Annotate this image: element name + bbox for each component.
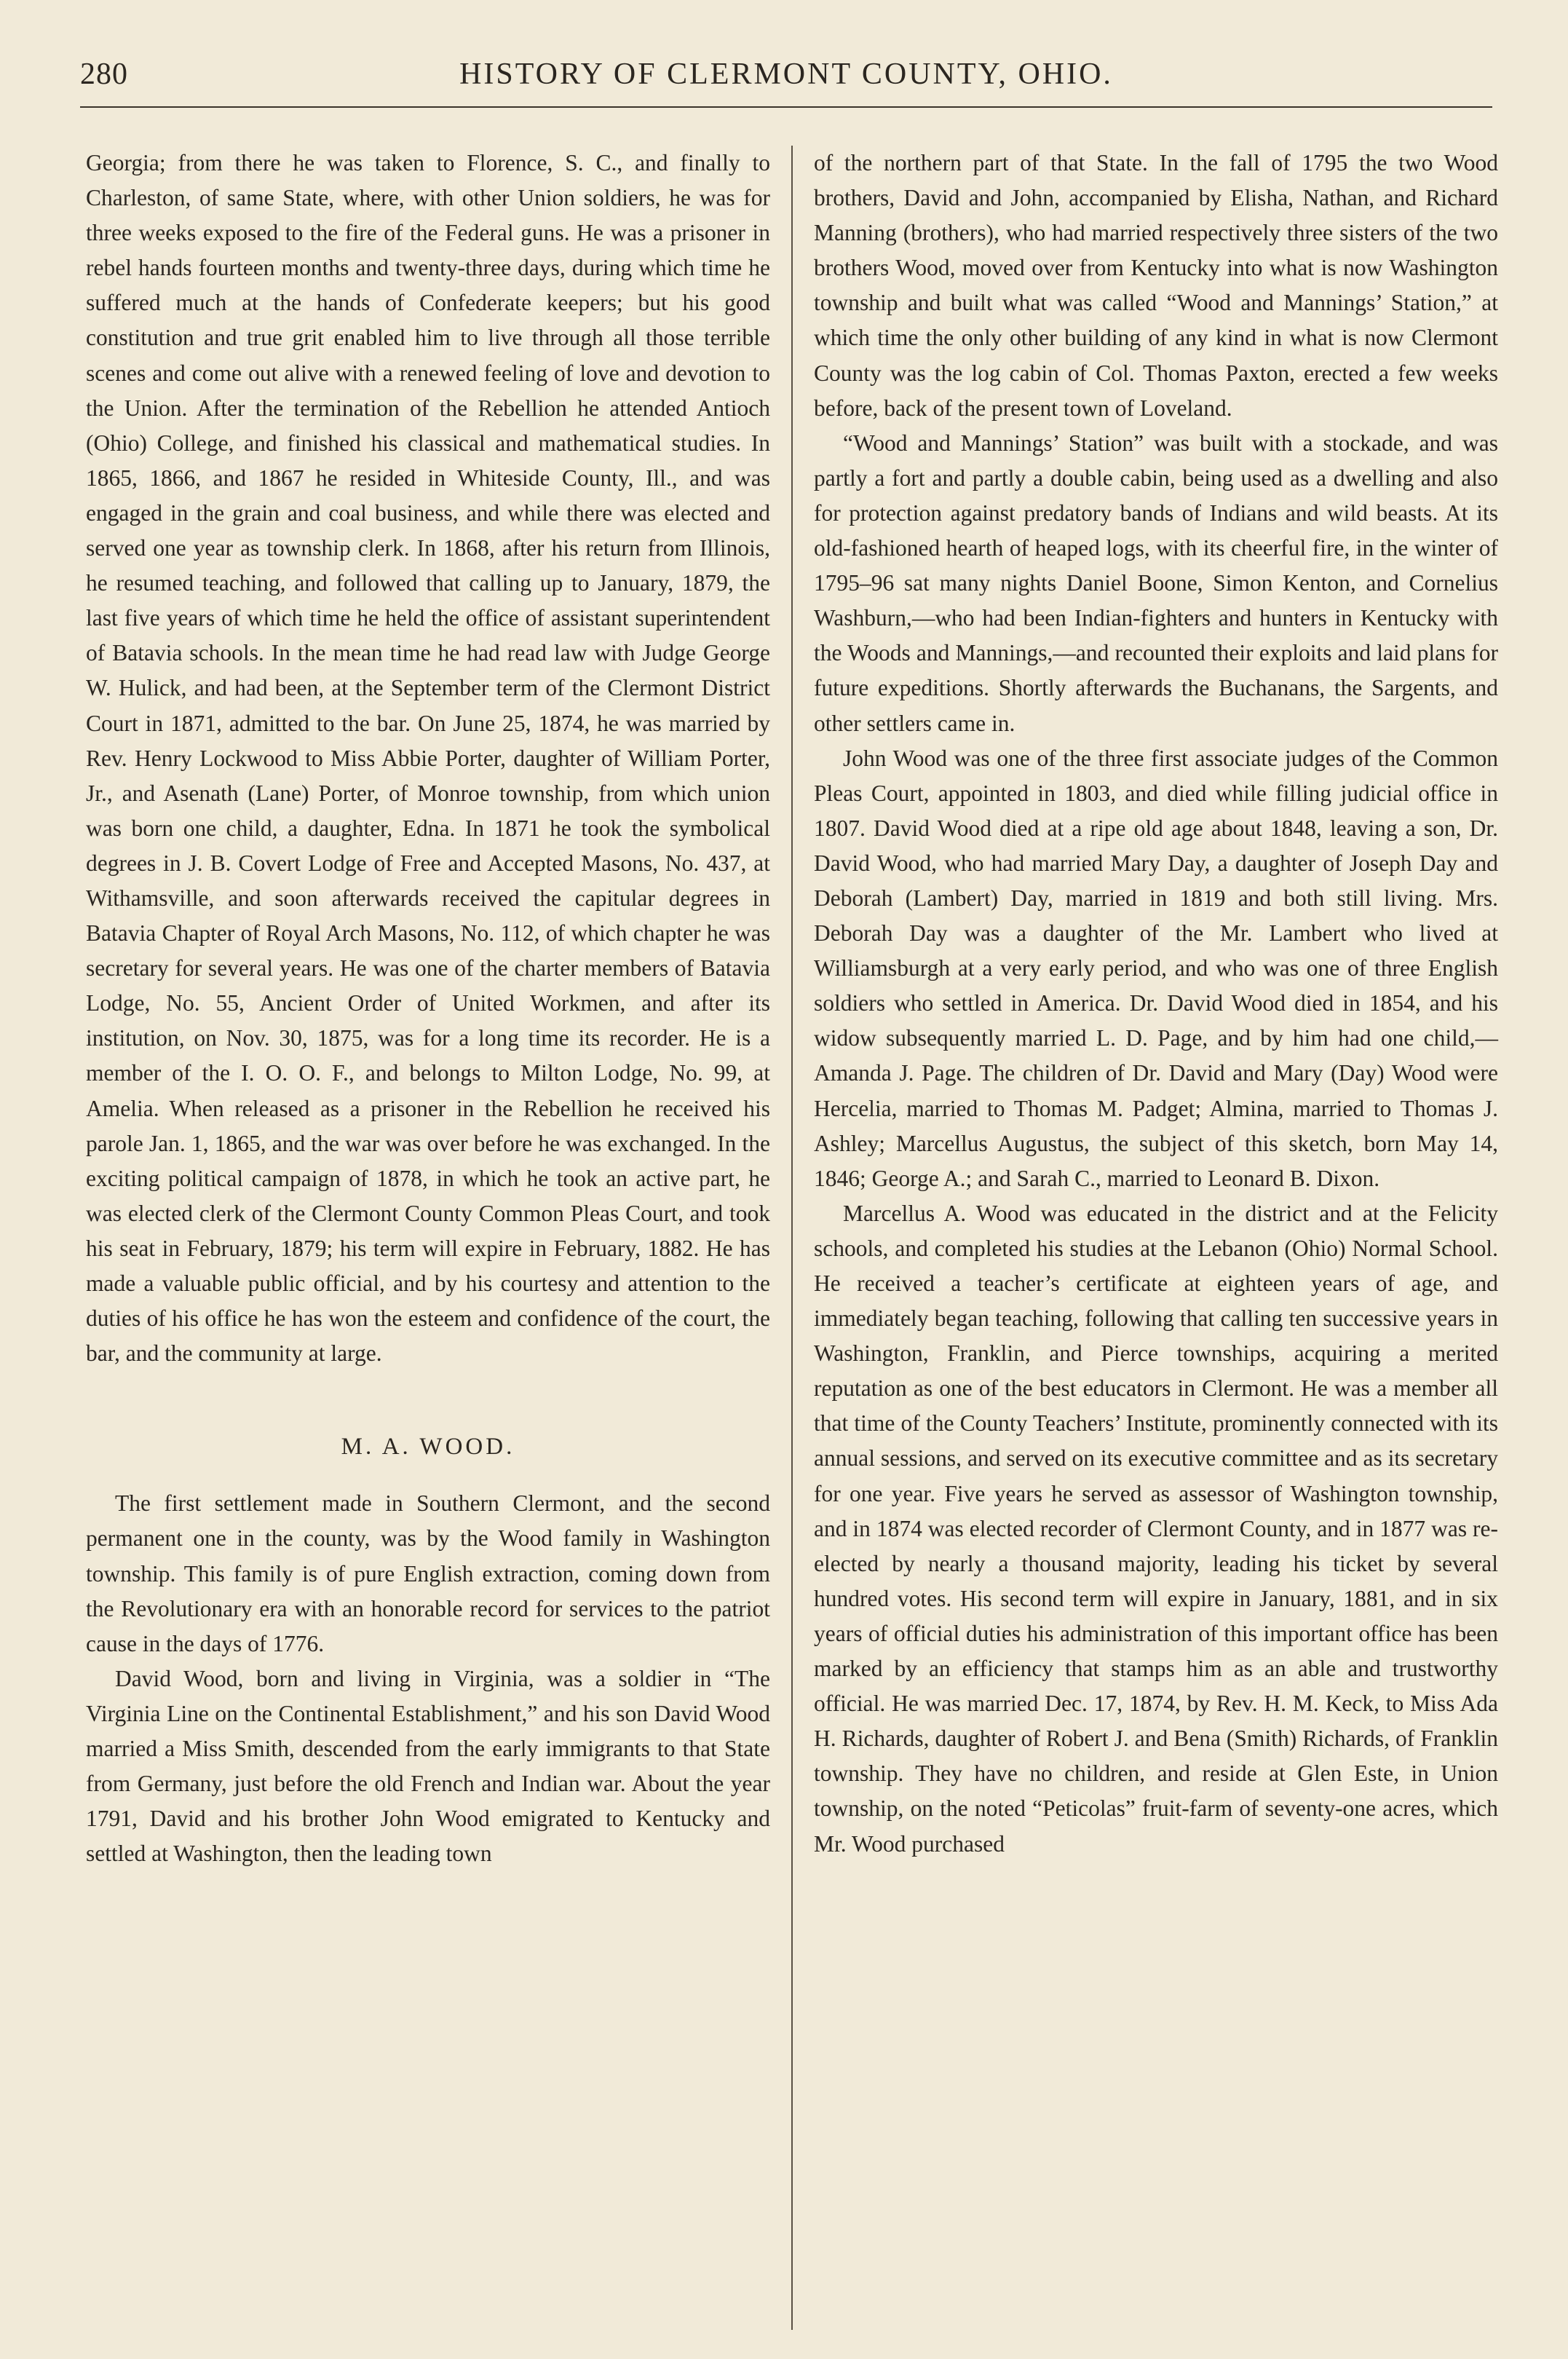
paragraph: Marcellus A. Wood was educated in the district and at the Felicity schools, and completed his studies at the Lebanon (Ohio) Normal School. He received a teacher’s certificate at eighteen years of age, and immediately began teaching, following that calling ten successive years in Washington, Franklin, and Pierce townships, acquiring a merited reputation as one of the best educators in Clermont. He was a member all that time of the County Teachers’ Institute, prominently connected with its annual sessions, and served on its executive committee and as its secretary for one year. Five years he served as assessor of Washington township, and in 1874 was elected recorder of Clermont County, and in 1877 was re-elected by nearly a thousand majority, leading his ticket by several hundred votes. His second term will expire in January, 1881, and in six years of official duties his administration of this important office has been marked by an efficiency that stamps him as an able and trustworthy official. He was married Dec. 17, 1874, by Rev. H. M. Keck, to Miss Ada H. Richards, daughter of Robert J. and Bena (Smith) Richards, of Franklin township. They have no children, and reside at Glen Este, in Union township, on the noted “Peticolas” fruit-farm of seventy-one acres, which Mr. Wood purchased (814, 1200, 1498, 1857)
left-column (86, 146, 770, 1871)
page-header (80, 57, 1492, 108)
right-column (814, 146, 1498, 1862)
paragraph: “Wood and Mannings’ Station” was built with a stockade, and was partly a fort and partly a double cabin, being used as a dwelling and also for protection against predatory bands of Indians and wild beasts. At its old-fashioned hearth of heaped logs, with its cheerful fire, in the winter of 1795–96 sat many nights Daniel Boone, Simon Kenton, and Cornelius Washburn,—who had been Indian-fighters and hunters in Kentucky with the Woods and Mannings,—and recounted their exploits and laid plans for future expeditions. Shortly afterwards the Buchanans, the Sargents, and other settlers came in. (814, 430, 1498, 736)
section-heading: M. A. WOOD. (341, 1434, 515, 1461)
paragraph: David Wood, born and living in Virginia, was a soldier in “The Virginia Line on the Continental Establishment,” and his son David Wood married a Miss Smith, descended from the early immigrants to that State from Germany, just before the old French and Indian war. About the year 1791, David and his brother John Wood emigrated to Kentucky and settled at Washington, then the leading town (86, 1665, 770, 1867)
paragraph: The first settlement made in Southern Clermont, and the second permanent one in the county, was by the Wood family in Washington township. This family is of pure English extraction, coming down from the Revolutionary era with an honorable record for services to the patriot cause in the days of 1776. (86, 1490, 770, 1656)
paragraph: of the northern part of that State. In the fall of 1795 the two Wood brothers, David and John, accompanied by Elisha, Nathan, and Richard Manning (brothers), who had married respectively three sisters of the two brothers Wood, moved over from Kentucky into what is now Washington township and built what was called “Wood and Mannings’ Station,” at which time the only other building of any kind in what is now Clermont County was the log cabin of Col. Thomas Paxton, erected a few weeks before, back of the present town of Loveland. (814, 150, 1498, 421)
paragraph: Georgia; from there he was taken to Florence, S. C., and finally to Charleston, of same State, where, with other Union soldiers, he was for three weeks exposed to the fire of the Federal guns. He was a prisoner in rebel hands fourteen months and twenty-three days, during which time he suffered much at the hands of Confederate keepers; but his good constitution and true grit enabled him to live through all those terrible scenes and come out alive with a renewed feeling of love and devotion to the Union. After the termination of the Rebellion he attended Antioch (Ohio) College, and finished his classical and mathematical studies. In 1865, 1866, and 1867 he resided in Whiteside County, Ill., and was engaged in the grain and coal business, and while there was elected and served one year as township clerk. In 1868, after his return from Illinois, he resumed teaching, and followed that calling up to January, 1879, the last five years of which time he held the office of assistant superintendent of Batavia schools. In the mean time he had read law with Judge George W. Hulick, and had been, at the September term of the Clermont District Court in 1871, admitted to the bar. On June 25, 1874, he was married by Rev. Henry Lockwood to Miss Abbie Porter, daughter of William Porter, Jr., and Asenath (Lane) Porter, of Monroe township, from which union was born one child, a daughter, Edna. In 1871 he took the symbolical degrees in J. B. Covert Lodge of Free and Accepted Masons, No. 437, at Withamsville, and soon afterwards received the capitular degrees in Batavia Chapter of Royal Arch Masons, No. 112, of which chapter he was secretary for several years. He was one of the charter members of Batavia Lodge, No. 55, Ancient Order of United Workmen, and after its institution, on Nov. 30, 1875, was for a long time its recorder. He is a member of the I. O. O. F., and belongs to Milton Lodge, No. 99, at Amelia. When released as a prisoner in the Rebellion he received his parole Jan. 1, 1865, and the war was over before he was exchanged. In the exciting political campaign of 1878, in which he took an active part, he was elected clerk of the Clermont County Common Pleas Court, and took his seat in February, 1879; his term will expire in February, 1882. He has made a valuable public official, and by his courtesy and attention to the duties of his office he has won the esteem and confidence of the court, the bar, and the community at large. (86, 150, 770, 1367)
running-title: HISTORY OF CLERMONT COUNTY, OHIO. (459, 58, 1113, 91)
page-number: 280 (80, 58, 128, 91)
column-divider (791, 146, 793, 2330)
header-rule (80, 106, 1492, 108)
paragraph: John Wood was one of the three first associate judges of the Common Pleas Court, appointed in 1803, and died while filling judicial office in 1807. David Wood died at a ripe old age about 1848, leaving a son, Dr. David Wood, who had married Mary Day, a daughter of Joseph Day and Deborah (Lambert) Day, married in 1819 and both still living. Mrs. Deborah Day was a daughter of the Mr. Lambert who lived at Williamsburgh at a very early period, and who was one of three English soldiers who settled in America. Dr. David Wood died in 1854, and his widow subsequently married L. D. Page, and by him had one child,—Amanda J. Page. The children of Dr. David and Mary (Day) Wood were Hercelia, married to Thomas M. Padget; Almina, married to Thomas J. Ashley; Marcellus Augustus, the subject of this sketch, born May 14, 1846; George A.; and Sarah C., married to Leonard B. Dixon. (814, 745, 1498, 1191)
